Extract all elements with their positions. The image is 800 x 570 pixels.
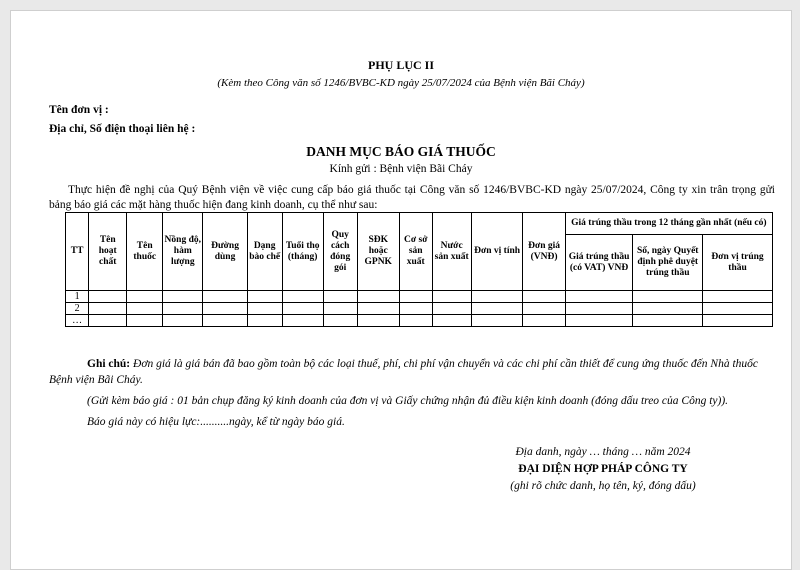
header-drug-name: Tên thuốc [127, 213, 163, 291]
header-concentration: Nồng độ, hàm lượng [163, 213, 203, 291]
header-shelf-life: Tuổi thọ (tháng) [282, 213, 323, 291]
header-country: Nước sản xuất [432, 213, 471, 291]
signature-block [453, 444, 753, 495]
unit-name-label: Tên đơn vị : [49, 104, 109, 116]
attachment-note: (Gửi kèm báo giá : 01 bản chụp đăng ký kinh doanh của đơn vị và Giấy chứng nhận đủ điều kiện kinh doanh (đóng dấu treo của Công ty)). [87, 395, 729, 407]
header-price: Đơn giá (VNĐ) [523, 213, 565, 291]
validity-note: Báo giá này có hiệu lực:..........ngày, kể từ ngày báo giá. [87, 416, 345, 428]
row-number: 1 [66, 291, 89, 303]
header-active-ingredient: Tên hoạt chất [89, 213, 127, 291]
note-label: Ghi chú: [87, 358, 131, 370]
table-row [66, 315, 773, 327]
representative-title: ĐẠI DIỆN HỢP PHÁP CÔNG TY [518, 463, 688, 475]
appendix-title: PHỤ LỤC II [367, 58, 434, 72]
header-winning-bid-group: Giá trúng thầu trong 12 tháng gần nhất (nếu có) [565, 213, 772, 235]
table-row [66, 291, 773, 303]
row-number: … [66, 315, 89, 327]
header-route: Đường dùng [203, 213, 247, 291]
header-decision: Số, ngày Quyết định phê duyệt trúng thầu [633, 235, 703, 291]
notes-section [49, 356, 775, 435]
quotation-table [65, 212, 773, 327]
intro-paragraph: Thực hiện đề nghị của Quý Bệnh viện về việc cung cấp báo giá thuốc tại Công văn số 1246/BVBC-KD ngày 25/07/2024, Công ty xin trân trọng gửi bảng báo giá các mặt hàng thuốc hiện đang kinh doanh, cụ thể như sau: [49, 184, 775, 211]
header-registration: SĐK hoặc GPNK [357, 213, 399, 291]
signature-instruction: (ghi rõ chức danh, họ tên, ký, đóng dấu) [510, 480, 696, 492]
table-row [66, 303, 773, 315]
appendix-subtitle: (Kèm theo Công văn số 1246/BVBC-KD ngày 25/07/2024 của Bệnh viện Bãi Cháy) [217, 77, 585, 89]
header-tt: TT [66, 213, 89, 291]
document-page [10, 10, 792, 570]
row-number: 2 [66, 303, 89, 315]
header-dosage-form: Dạng bào chế [247, 213, 282, 291]
header-manufacturer: Cơ sở sản xuất [399, 213, 432, 291]
header-winning-price: Giá trúng thầu (có VAT) VNĐ [565, 235, 633, 291]
header-packing: Quy cách đóng gói [323, 213, 357, 291]
header-unit: Đơn vị tính [471, 213, 523, 291]
document-title: DANH MỤC BÁO GIÁ THUỐC [306, 144, 496, 159]
note-paragraph [49, 356, 775, 388]
place-date-line: Địa danh, ngày … tháng … năm 2024 [515, 446, 691, 458]
address-phone-label: Địa chỉ, Số điện thoại liên hệ : [49, 123, 196, 135]
recipient-line: Kính gửi : Bệnh viện Bãi Cháy [329, 163, 473, 175]
note-text: Đơn giá là giá bán đã bao gồm toàn bộ các loại thuế, phí, chi phí vận chuyển và các chi phí cần thiết để cung ứng thuốc đến Nhà thuốc Bệnh viện Bãi Cháy. [49, 358, 759, 386]
header-winning-unit: Đơn vị trúng thầu [703, 235, 773, 291]
